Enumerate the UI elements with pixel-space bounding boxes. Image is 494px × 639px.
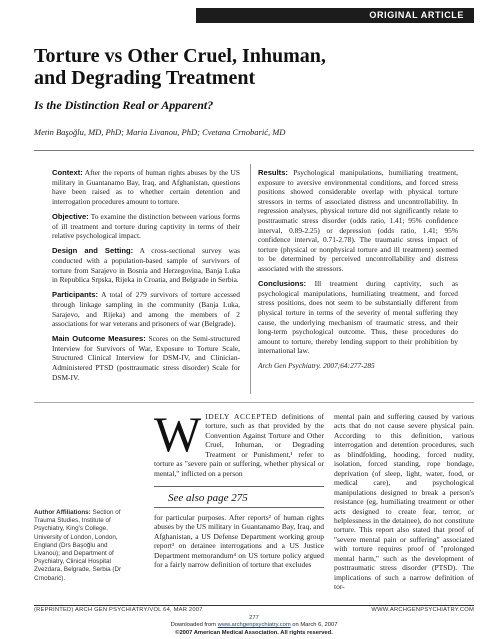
author-affiliations	[34, 509, 124, 583]
see-also-top-rule	[154, 486, 324, 487]
section-header-band	[196, 8, 474, 23]
download-notice	[34, 622, 474, 628]
abstract-results	[258, 168, 458, 274]
see-also-bottom-rule	[154, 507, 324, 508]
title-line-2: and Degrading Treatment	[34, 67, 256, 89]
body-col1-continued: for particular purposes. After reports² of human rights abuses by the US military in Guantanamo Bay, Iraq, and Afghanistan, a US Defense Department working group report³ on detainee interrogations and a US Justice Department memorandum⁴ on US torture policy argued for a fairly narrow definition of torture that excludes	[154, 513, 324, 570]
objective-text: To examine the distinction between various forms of ill treatment and torture during captivity in terms of their relative psychological impact.	[52, 211, 240, 241]
download-suffix: on March 6, 2007	[292, 622, 338, 628]
measures-text: Scores on the Semi-structured Interview for Survivors of War, Exposure to Torture Scale, Structured Clinical Interview for DSM-IV, and Clinician-Administered PTSD (posttraumatic stress disorder) Scale for DSM-IV.	[52, 334, 240, 382]
download-prefix: Downloaded from	[170, 622, 217, 628]
abstract-column-divider	[250, 164, 251, 394]
article-title	[34, 45, 454, 89]
copyright-notice: ©2007 American Medical Association. All rights reserved.	[175, 630, 333, 636]
measures-label: Main Outcome Measures:	[52, 334, 146, 344]
abstract-participants	[52, 290, 240, 328]
design-text: A cross-sectional survey was conducted with a population-based sample of survivors of torture from Sarajevo in Bosnia and Herzegovina, Banja Luka in Republica Srpska, Rijeka in Croatia, and Belgrade in Serbia.	[52, 246, 240, 285]
author-list: Metin Başoğlu, MD, PhD; Maria Livanou, PhD; Cvetana Crnobarić, MD	[34, 127, 286, 137]
abstract-left-column	[52, 168, 240, 388]
journal-issue: (REPRINTED) ARCH GEN PSYCHIATRY/VOL 64, MAR 2007	[34, 607, 203, 613]
drop-cap: W	[154, 406, 202, 462]
abstract-conclusions	[258, 279, 458, 356]
abstract-measures	[52, 334, 240, 382]
affiliations-text: Section of Trauma Studies, Institute of Psychiatry, King's College, University of London, London, England (Drs Başoğlu and Livanou); and Department of Psychiatry, Clinical Hospital Zvezdara, Belgrade, Serbia (Dr Crnobarić).	[34, 509, 122, 582]
affiliations-label: Author Affiliations:	[34, 509, 91, 516]
results-text: Psychological manipulations, humiliating treatment, exposure to aversive environmental conditions, and forced stress positions showed considerable overlap with physical torture stressors in terms of associated distress and uncontrollability. In regression analyses, physical torture did not significantly relate to posttraumatic stress disorder (odds ratio, 1.41; 95% confidence interval, 0.89-2.25) or depression (odds ratio, 1.41; 95% confidence interval, 0.71-2.78). The traumatic stress impact of torture (physical or nonphysical torture and ill treatment) seemed to be determined by perceived uncontrollability and distress associated with the stressors.	[258, 168, 458, 273]
results-label: Results:	[258, 168, 288, 177]
page-number: 277	[249, 615, 259, 621]
section-label: ORIGINAL ARTICLE	[369, 10, 464, 20]
see-also-note: See also page 275	[168, 492, 248, 504]
title-line-1: Torture vs Other Cruel, Inhuman,	[34, 45, 326, 67]
journal-url[interactable]: WWW.ARCHGENPSYCHIATRY.COM	[371, 607, 474, 613]
abstract-bottom-rule	[34, 402, 474, 403]
abstract-context	[52, 168, 240, 206]
lead-in: IDELY ACCEPTED	[205, 412, 278, 421]
abstract-objective	[52, 212, 240, 241]
participants-label: Participants:	[52, 290, 98, 300]
context-text: After the reports of human rights abuses by the US military in Guantanamo Bay, Iraq, and Afghanistan, questions have been raised as to whether certain detention and interrogation procedures amount to torture.	[52, 168, 240, 206]
footer-rule	[34, 605, 474, 606]
article-subtitle: Is the Distinction Real or Apparent?	[34, 98, 214, 112]
abstract-design	[52, 246, 240, 284]
design-label: Design and Setting:	[52, 246, 134, 256]
body-col1-text: definitions of torture, such as that provided by the Convention Against Torture and Other Cruel, Inhuman, or Degrading Treatment or Punishment,¹ refer to torture as "severe pain or suffering, whether physical or mental," inflicted on a person	[154, 412, 325, 478]
abstract-citation: Arch Gen Psychiatry. 2007;64:277-285	[258, 361, 375, 371]
abstract-top-rule	[34, 150, 474, 151]
context-label: Context:	[52, 168, 83, 177]
conclusions-text: Ill treatment during captivity, such as psychological manipulations, humiliating treatment, and forced stress positions, does not seem to be substantially different from physical torture in terms of the severity of mental suffering they cause, the underlying mechanism of traumatic stress, and their long-term psychological outcome. Thus, these procedures do amount to torture, thereby lending support to their prohibition by international law.	[258, 279, 458, 356]
objective-label: Objective:	[52, 211, 89, 221]
body-column-1-bottom	[154, 513, 324, 570]
participants-text: A total of 279 survivors of torture accessed through linkage sampling in the community (Banja Luka, Sarajevo, and Rijeka) and among the members of 2 associations for war veterans and prisoners of war (Belgrade).	[52, 290, 240, 329]
download-link[interactable]: www.archgenpsychiatry.com	[217, 622, 291, 628]
body-col2-text: mental pain and suffering caused by various acts that do not cause severe physical pain. According to this definition, various interrogation and detention procedures, such as blindfolding, hooding, forced nudity, isolation, forced standing, rope bondage, deprivation (of sleep, light, water, food, or medical care), and psychological manipulations designed to break a person's resistance (eg, humiliating treatment or other acts designed to create fear, terror, or helplessness in the detainee), do not constitute torture. This report also stated that proof of "severe mental pain or suffering" associated with torture requires proof of "prolonged mental harm," such as the development of posttraumatic stress disorder (PTSD). The implications of such a narrow definition of tor-	[334, 412, 474, 592]
conclusions-label: Conclusions:	[258, 279, 307, 289]
journal-footer	[34, 607, 474, 613]
body-column-1-top	[154, 406, 325, 478]
abstract-right-column	[258, 168, 458, 377]
body-column-2	[334, 412, 474, 592]
